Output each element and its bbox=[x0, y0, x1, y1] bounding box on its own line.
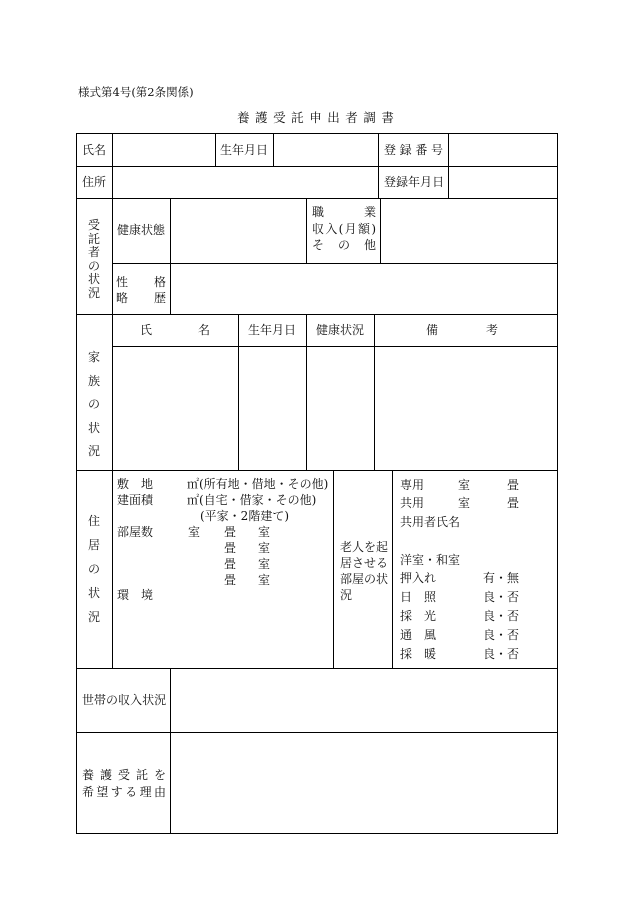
label-glyph: 入 bbox=[325, 222, 338, 236]
label-glyph: 他 bbox=[363, 238, 376, 252]
family-dob-field bbox=[239, 347, 307, 471]
room-style-options: 洋室・和室 bbox=[400, 553, 461, 567]
label-glyph: 受 bbox=[273, 110, 286, 125]
form-number: 様式第4号(第2条関係) bbox=[78, 85, 194, 99]
monthly-income-label bbox=[312, 223, 376, 235]
family-column-health: 健康状況 bbox=[315, 323, 364, 337]
label-glyph: 入 bbox=[412, 571, 425, 585]
cohabitant-name-label: 共用者氏名 bbox=[400, 515, 461, 529]
environment-label bbox=[117, 589, 153, 601]
label-glyph: 敷 bbox=[117, 477, 130, 491]
reason-label-cell bbox=[77, 733, 171, 834]
room-unit: 室 bbox=[258, 525, 271, 539]
label-glyph: 光 bbox=[423, 609, 436, 623]
label-glyph: 況 bbox=[154, 693, 167, 707]
label-glyph: 収 bbox=[118, 693, 131, 707]
label-glyph: 登 bbox=[384, 175, 397, 189]
label-glyph: 日 bbox=[432, 175, 445, 189]
family-section-label bbox=[87, 351, 101, 457]
registration-date-field bbox=[449, 167, 558, 199]
family-remarks-field bbox=[375, 347, 558, 471]
label-glyph: す bbox=[110, 785, 123, 799]
label-glyph: 積 bbox=[141, 493, 154, 507]
rooms-label bbox=[117, 526, 153, 538]
label-glyph: 通 bbox=[400, 628, 413, 642]
label-glyph: 数 bbox=[141, 525, 154, 539]
dob-field bbox=[274, 134, 379, 167]
lighting-options: 良・否 bbox=[483, 609, 520, 623]
building-area-label bbox=[117, 494, 153, 506]
registration-date-label bbox=[384, 176, 444, 188]
label-glyph: 養 bbox=[82, 768, 95, 782]
label-glyph: 者 bbox=[87, 245, 100, 260]
label-glyph: 養 bbox=[237, 110, 250, 125]
label-glyph: ) bbox=[371, 222, 376, 236]
lighting-label bbox=[400, 610, 436, 622]
label-glyph: の bbox=[106, 693, 119, 707]
label-glyph: 調 bbox=[363, 110, 376, 125]
label-glyph: 性 bbox=[116, 275, 129, 289]
label-glyph: 者 bbox=[345, 110, 358, 125]
closet-label bbox=[400, 572, 436, 584]
label-glyph: 護 bbox=[99, 768, 112, 782]
label-glyph: 風 bbox=[423, 628, 436, 642]
ventilation-options: 良・否 bbox=[483, 628, 520, 642]
health-label: 健康状態 bbox=[117, 223, 166, 237]
label-glyph: の bbox=[87, 562, 100, 576]
label-glyph: ( bbox=[338, 222, 344, 236]
label-glyph: 受 bbox=[87, 218, 100, 232]
health-field bbox=[171, 199, 307, 264]
label-glyph: 業 bbox=[363, 205, 376, 219]
label-glyph: 況 bbox=[87, 610, 100, 624]
site-unit: ㎡(所有地・借地・その他) bbox=[187, 477, 329, 491]
name-label: 氏名 bbox=[82, 143, 107, 157]
label-glyph: 名 bbox=[197, 323, 210, 337]
label-glyph: 境 bbox=[140, 588, 153, 602]
occupation-field bbox=[381, 199, 558, 264]
family-name-field bbox=[113, 347, 239, 471]
label-glyph: 氏 bbox=[140, 323, 153, 337]
label-glyph: 状 bbox=[87, 272, 100, 287]
income-field bbox=[171, 669, 558, 733]
reason-field bbox=[171, 733, 558, 834]
dob-label: 生年月日 bbox=[219, 143, 268, 157]
shared-tatami-unit: 畳 bbox=[507, 496, 520, 510]
room-tatami-unit: 畳 bbox=[224, 573, 237, 587]
label-glyph: 月 bbox=[420, 175, 433, 189]
label-glyph: の bbox=[337, 238, 350, 252]
sunlight-label bbox=[400, 591, 436, 603]
shared-room-unit: 室 bbox=[458, 496, 471, 510]
elder-room-label-line: 況 bbox=[340, 588, 353, 602]
background-label bbox=[116, 292, 166, 304]
label-glyph: 格 bbox=[153, 275, 166, 289]
trustee-section-label bbox=[87, 219, 101, 299]
label-glyph: の bbox=[87, 397, 100, 411]
label-glyph: を bbox=[153, 768, 166, 782]
room-tatami-unit: 畳 bbox=[224, 525, 237, 539]
other-label bbox=[312, 239, 376, 251]
elder-room-label-line: 部屋の状 bbox=[340, 572, 389, 586]
label-glyph: 由 bbox=[153, 785, 166, 799]
building-area-unit: ㎡(自宅・借家・その他) bbox=[187, 493, 317, 507]
family-column-dob: 生年月日 bbox=[247, 323, 296, 337]
label-glyph: 世 bbox=[82, 693, 95, 707]
label-glyph: 日 bbox=[400, 590, 413, 604]
address-label: 住所 bbox=[82, 175, 107, 189]
reason-label-line bbox=[82, 786, 166, 798]
label-glyph: 屋 bbox=[129, 525, 142, 539]
family-column-remarks bbox=[426, 324, 498, 336]
label-glyph: 護 bbox=[255, 110, 268, 125]
label-glyph: 録 bbox=[399, 143, 412, 157]
private-tatami-unit: 畳 bbox=[507, 478, 520, 492]
label-glyph: 面 bbox=[129, 493, 142, 507]
label-glyph: 歴 bbox=[153, 291, 166, 305]
label-glyph: 住 bbox=[87, 514, 100, 528]
private-room-unit: 室 bbox=[458, 478, 471, 492]
label-glyph: 暖 bbox=[423, 647, 436, 661]
label-glyph: 登 bbox=[384, 143, 397, 157]
label-glyph: 採 bbox=[400, 647, 413, 661]
heating-label bbox=[400, 648, 436, 660]
label-glyph: 望 bbox=[96, 785, 109, 799]
label-glyph: そ bbox=[312, 238, 325, 252]
label-glyph: 状 bbox=[142, 693, 155, 707]
label-glyph: 状 bbox=[87, 586, 100, 600]
address-field bbox=[113, 167, 379, 199]
label-glyph: 環 bbox=[117, 588, 130, 602]
personality-label bbox=[116, 276, 166, 288]
reason-label-line bbox=[82, 769, 166, 781]
label-glyph: 採 bbox=[400, 609, 413, 623]
label-glyph: 部 bbox=[117, 525, 130, 539]
label-glyph: 託 bbox=[291, 110, 304, 125]
label-glyph: 理 bbox=[139, 785, 152, 799]
elder-room-label-line: 居させる bbox=[340, 556, 389, 570]
label-glyph: 備 bbox=[426, 323, 439, 337]
heating-options: 良・否 bbox=[483, 647, 520, 661]
label-glyph: 況 bbox=[87, 444, 100, 458]
label-glyph: 押 bbox=[400, 571, 413, 585]
label-glyph: れ bbox=[424, 571, 437, 585]
personality-field bbox=[171, 264, 558, 315]
label-glyph: 収 bbox=[312, 222, 325, 236]
label-glyph: 書 bbox=[381, 110, 394, 125]
room-unit: 室 bbox=[258, 557, 271, 571]
family-health-field bbox=[307, 347, 375, 471]
registration-number-label bbox=[384, 144, 443, 156]
label-glyph: 略 bbox=[116, 291, 129, 305]
label-glyph: の bbox=[87, 258, 100, 273]
label-glyph: 出 bbox=[327, 110, 340, 125]
name-field bbox=[113, 134, 216, 167]
label-glyph: 希 bbox=[82, 785, 95, 799]
occupation-label bbox=[312, 206, 376, 218]
rooms-count-unit: 室 bbox=[188, 525, 201, 539]
label-glyph: 職 bbox=[312, 205, 325, 219]
sunlight-options: 良・否 bbox=[483, 590, 520, 604]
registration-number-field bbox=[449, 134, 558, 167]
label-glyph: 家 bbox=[87, 350, 100, 364]
label-glyph: 入 bbox=[130, 693, 143, 707]
room-unit: 室 bbox=[258, 541, 271, 555]
label-glyph: 考 bbox=[485, 323, 498, 337]
ventilation-label bbox=[400, 629, 436, 641]
site-label bbox=[117, 478, 153, 490]
label-glyph: 託 bbox=[135, 768, 148, 782]
label-glyph: 録 bbox=[396, 175, 409, 189]
room-tatami-unit: 畳 bbox=[224, 557, 237, 571]
personality-label-cell bbox=[113, 264, 171, 315]
family-column-name bbox=[140, 324, 210, 336]
room-unit: 室 bbox=[258, 573, 271, 587]
label-glyph: 況 bbox=[87, 285, 100, 300]
shared-room-label: 共用 bbox=[400, 496, 425, 510]
label-glyph: 族 bbox=[87, 373, 100, 388]
label-glyph: 額 bbox=[357, 222, 370, 236]
label-glyph: る bbox=[125, 785, 138, 799]
label-glyph: 建 bbox=[117, 493, 130, 507]
label-glyph: 地 bbox=[140, 477, 153, 491]
label-glyph: 番 bbox=[415, 143, 428, 157]
household-income-label bbox=[82, 694, 166, 706]
closet-options: 有・無 bbox=[483, 571, 520, 585]
elder-room-label-line: 老人を起 bbox=[340, 540, 389, 554]
label-glyph: 年 bbox=[408, 175, 421, 189]
label-glyph: 号 bbox=[430, 143, 443, 157]
label-glyph: 託 bbox=[87, 231, 100, 246]
housing-section-label bbox=[87, 515, 101, 623]
label-glyph: 帯 bbox=[94, 693, 107, 707]
label-glyph: 申 bbox=[309, 110, 322, 125]
label-glyph: 居 bbox=[87, 538, 100, 552]
label-glyph: 状 bbox=[87, 420, 100, 435]
label-glyph: 月 bbox=[344, 222, 357, 236]
label-glyph: 照 bbox=[423, 590, 436, 604]
building-type: (平家・2階建て) bbox=[200, 509, 289, 523]
room-tatami-unit: 畳 bbox=[224, 541, 237, 555]
form-title bbox=[237, 111, 394, 124]
private-room-label: 専用 bbox=[400, 478, 425, 492]
label-glyph: 受 bbox=[117, 768, 130, 782]
